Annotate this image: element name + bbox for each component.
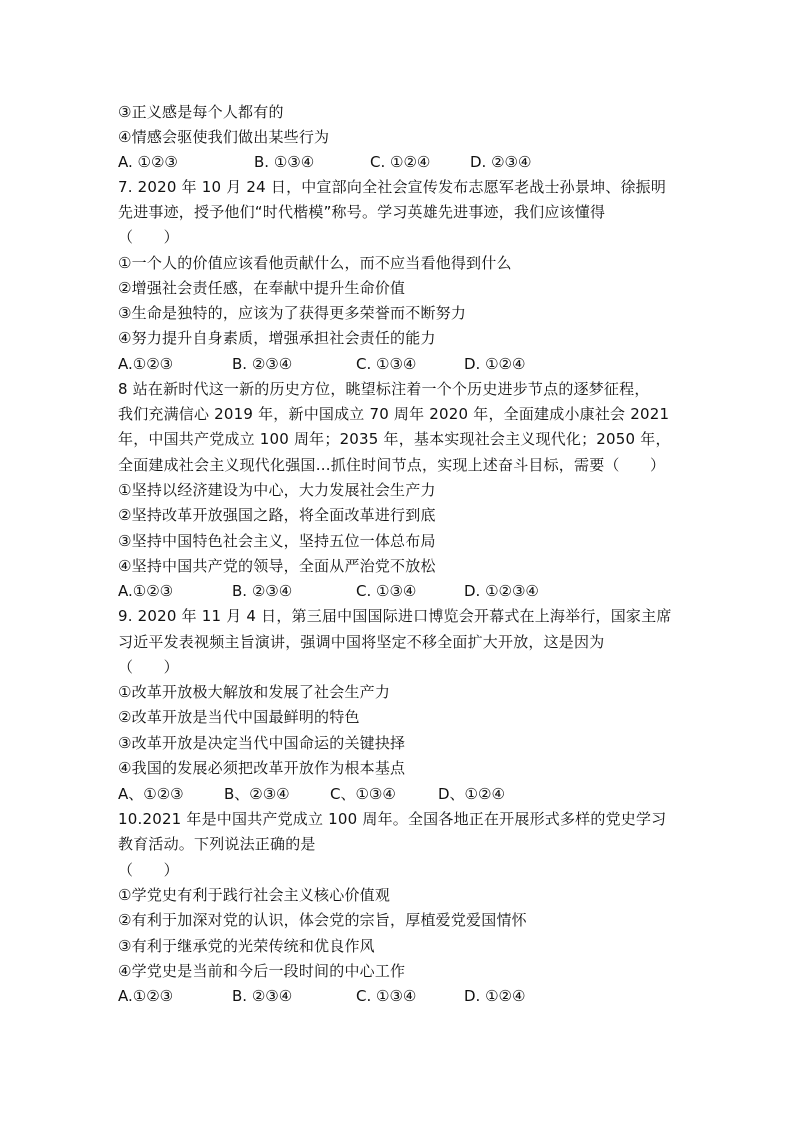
q6-item-3: ③正义感是每个人都有的 bbox=[118, 103, 284, 121]
q6-option-a: A. ①②③ bbox=[118, 153, 178, 171]
q10-item-3: ③有利于继承党的光荣传统和优良作风 bbox=[118, 937, 375, 955]
q10-stem-line-2: 教育活动。下列说法正确的是 bbox=[118, 835, 316, 853]
q7-stem-line-2: 先进事迹，授予他们“时代楷模”称号。学习英雄先进事迹，我们应该懂得 bbox=[118, 203, 606, 221]
q10-stem-line-1: 10.2021 年是中国共产党成立 100 周年。全国各地正在开展形式多样的党史学习 bbox=[118, 810, 667, 828]
q9-item-2: ②改革开放是当代中国最鲜明的特色 bbox=[118, 708, 360, 726]
q10-item-2: ②有利于加深对党的认识，体会党的宗旨，厚植爱党爱国情怀 bbox=[118, 911, 527, 929]
q8-item-2: ②坚持改革开放强国之路，将全面改革进行到底 bbox=[118, 506, 436, 524]
q7-option-c: C. ①③④ bbox=[356, 355, 417, 373]
q8-stem-line-1: 8 站在新时代这一新的历史方位，眺望标注着一个个历史进步节点的逐梦征程， bbox=[118, 380, 650, 398]
q7-item-3: ③生命是独特的，应该为了获得更多荣誉而不断努力 bbox=[118, 304, 467, 322]
q9-option-b: B、②③④ bbox=[224, 785, 290, 803]
q9-option-a: A、①②③ bbox=[118, 785, 184, 803]
q8-stem-line-3: 年，中国共产党成立 100 周年；2035 年，基本实现社会主义现代化；2050 年， bbox=[118, 430, 671, 448]
q9-answer-blank: （ ） bbox=[118, 658, 179, 676]
q6-option-d: D. ②③④ bbox=[470, 153, 532, 171]
q10-option-a: A.①②③ bbox=[118, 987, 174, 1005]
q6-item-4: ④情感会驱使我们做出某些行为 bbox=[118, 128, 330, 146]
q8-stem-line-2: 我们充满信心 2019 年，新中国成立 70 周年 2020 年，全面建成小康社会 2021 bbox=[118, 405, 670, 423]
q10-answer-blank: （ ） bbox=[118, 861, 179, 879]
q7-answer-blank: （ ） bbox=[118, 228, 179, 246]
q8-option-c: C. ①③④ bbox=[356, 582, 417, 600]
q10-option-b: B. ②③④ bbox=[232, 987, 293, 1005]
q8-item-4: ④坚持中国共产党的领导，全面从严治党不放松 bbox=[118, 557, 436, 575]
q7-item-1: ①一个人的价值应该看他贡献什么，而不应当看他得到什么 bbox=[118, 254, 512, 272]
q9-item-3: ③改革开放是决定当代中国命运的关键抉择 bbox=[118, 734, 406, 752]
q7-option-b: B. ②③④ bbox=[232, 355, 293, 373]
q10-option-c: C. ①③④ bbox=[356, 987, 417, 1005]
q8-option-a: A.①②③ bbox=[118, 582, 174, 600]
q9-item-1: ①改革开放极大解放和发展了社会生产力 bbox=[118, 683, 391, 701]
q9-item-4: ④我国的发展必须把改革开放作为根本基点 bbox=[118, 759, 406, 777]
q7-stem-line-1: 7. 2020 年 10 月 24 日，中宣部向全社会宣传发布志愿军老战士孙景坤、徐振明 bbox=[118, 178, 667, 196]
q8-option-d: D. ①②③④ bbox=[464, 582, 539, 600]
q9-stem-line-2: 习近平发表视频主旨演讲，强调中国将坚定不移全面扩大开放，这是因为 bbox=[118, 633, 605, 651]
q10-item-1: ①学党史有利于践行社会主义核心价值观 bbox=[118, 886, 391, 904]
q8-item-3: ③坚持中国特色社会主义，坚持五位一体总布局 bbox=[118, 532, 436, 550]
q8-option-b: B. ②③④ bbox=[232, 582, 293, 600]
q7-item-2: ②增强社会责任感，在奉献中提升生命价值 bbox=[118, 279, 406, 297]
q8-item-1: ①坚持以经济建设为中心，大力发展社会生产力 bbox=[118, 481, 436, 499]
q9-stem-line-1: 9. 2020 年 11 月 4 日，第三届中国国际进口博览会开幕式在上海举行，国家主席 bbox=[118, 607, 672, 625]
q9-option-c: C、①③④ bbox=[330, 785, 396, 803]
q10-option-d: D. ①②④ bbox=[464, 987, 526, 1005]
q9-option-d: D、①②④ bbox=[438, 785, 505, 803]
q7-option-d: D. ①②④ bbox=[464, 355, 526, 373]
q8-stem-line-4: 全面建成社会主义现代化强国…抓住时间节点，实现上述奋斗目标，需要（ ） bbox=[118, 456, 666, 474]
q10-item-4: ④学党史是当前和今后一段时间的中心工作 bbox=[118, 962, 406, 980]
q6-option-b: B. ①③④ bbox=[254, 153, 315, 171]
q7-item-4: ④努力提升自身素质，增强承担社会责任的能力 bbox=[118, 329, 436, 347]
q6-option-c: C. ①②④ bbox=[370, 153, 431, 171]
q7-option-a: A.①②③ bbox=[118, 355, 174, 373]
